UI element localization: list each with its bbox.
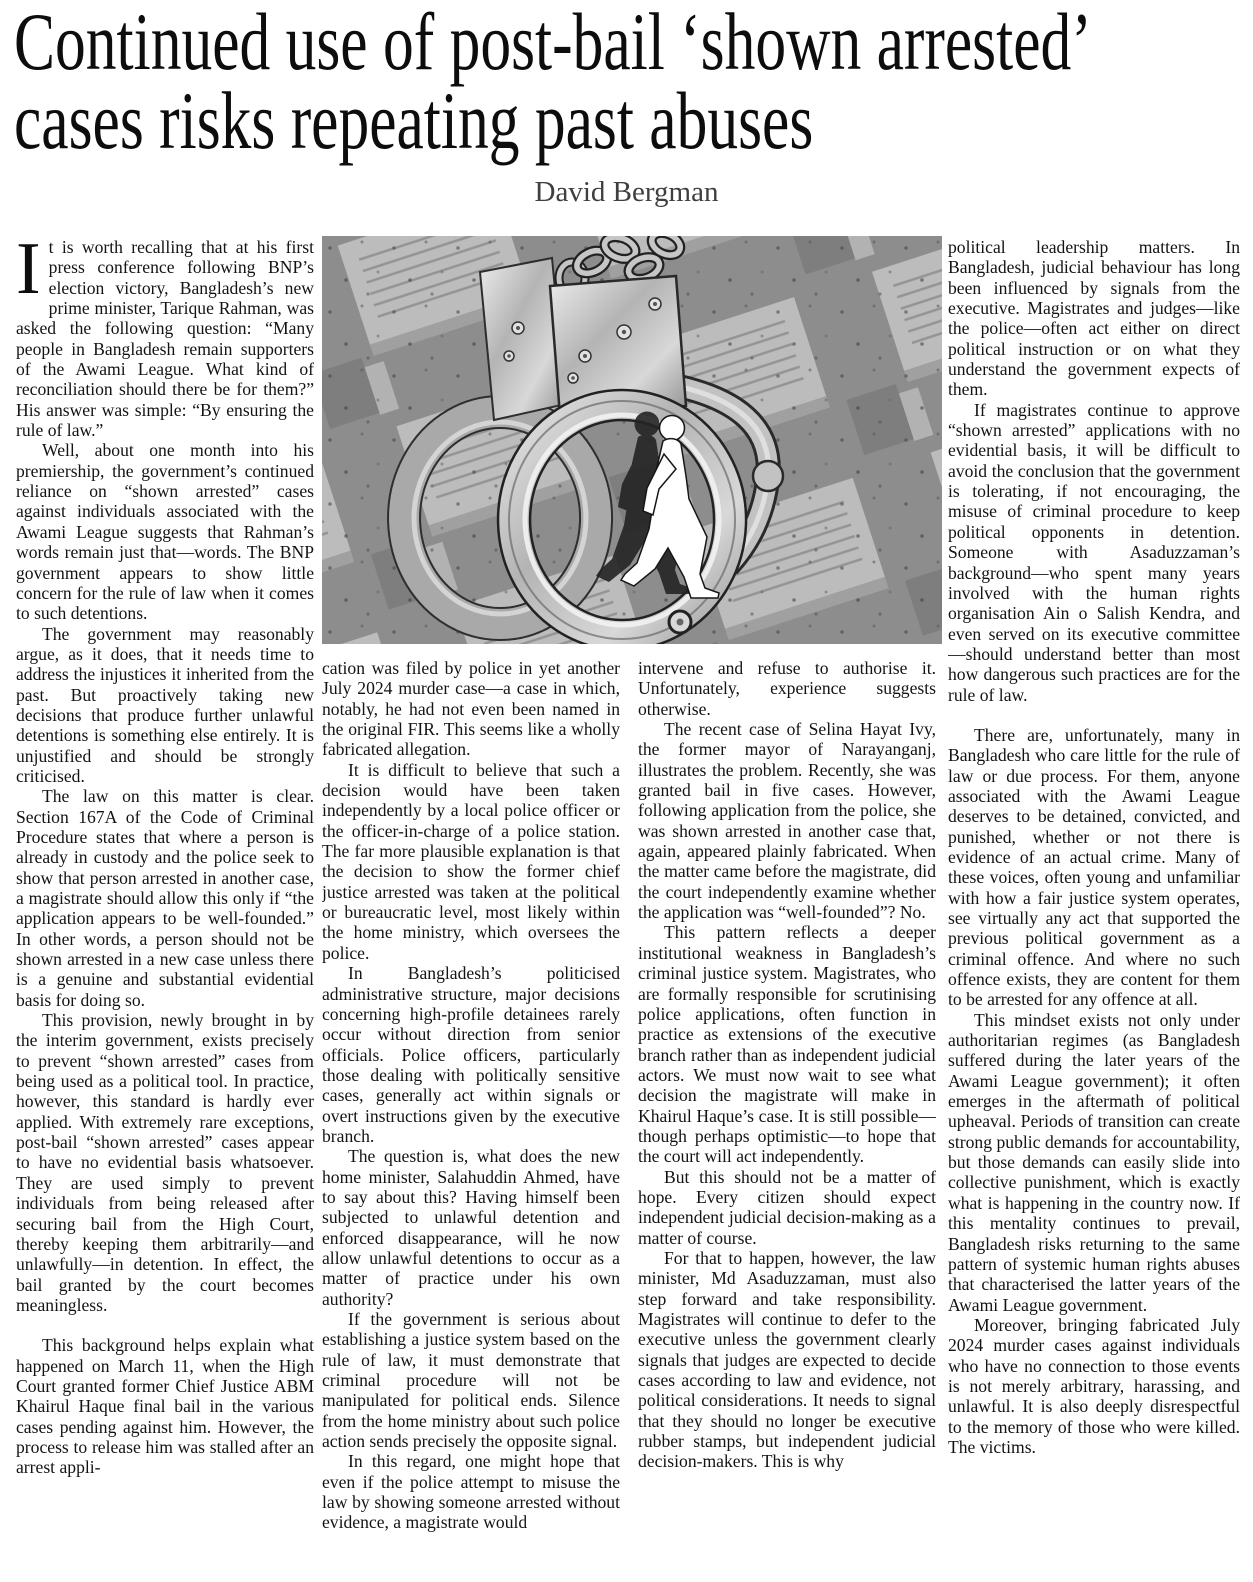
article-paragraph: intervene and refuse to authorise it. Unfortunately, experience suggests otherwise.: [638, 658, 936, 719]
article-column: [16, 237, 314, 1582]
article-column: [948, 237, 1240, 1582]
article-paragraph: The law on this matter is clear. Section 167A of the Code of Criminal Procedure states that where a person is already in custody and the police seek to show that person arrested in another case, a magistrate should allow this only if “the application appears to be well-founded.” In other words, a person should not be shown arrested in a new case unless there is a genuine and substantial evidential basis for doing so.: [16, 786, 314, 1010]
article-paragraph: This background helps explain what happened on March 11, when the High Court granted former Chief Justice ABM Khairul Haque final bail in the various cases pending against him. However, the process to release him was stalled after an arrest appli-: [16, 1335, 314, 1478]
article-paragraph: There are, unfortunately, many in Bangladesh who care little for the rule of law or due process. For them, anyone associated with the Awami League deserves to be detained, convicted, and punished, whether or not there is evidence of an actual crime. Many of these voices, often young and unfamiliar with how a fair justice system operates, see virtually any act that supported the previous political government as a criminal offence. And where no such offence exists, they are content for them to be arrested for any offence at all.: [948, 724, 1240, 1010]
headline: [14, 0, 1253, 166]
article-paragraph: This pattern reflects a deeper institutional weakness in Bangladesh’s criminal justice system. Magistrates, who are formally responsible for scrutinising police applications, often function in practice as extensions of the executive branch rather than as independent judicial actors. We must now wait to see what decision the magistrate will make in Khairul Haque’s case. It is still possible—though perhaps optimistic—to hope that the court will act independently.: [638, 922, 936, 1167]
article-paragraph: It is difficult to believe that such a decision would have been taken independently by a local police officer or the officer-in-charge of a police station. The far more plausible explanation is that the decision to show the former chief justice arrested was taken at the political or bureaucratic level, most likely within the home ministry, which oversees the police.: [322, 759, 620, 963]
article-column: [322, 658, 620, 1582]
article-paragraph: Well, about one month into his premiership, the government’s continued reliance on “shown arrested” cases against individuals associated with the Awami League suggests that Rahman’s words remain just that—words. The BNP government appears to show little concern for the rule of law when it comes to such detentions.: [16, 440, 314, 624]
article-paragraph: It is worth recalling that at his first press conference following BNP’s election victory, Bangladesh’s new prime minister, Tarique Rahman, was asked the following question: “Many people in Bangladesh remain supporters of the Awami League. What kind of reconciliation should there be for them?” His answer was simple: “By ensuring the rule of law.”: [16, 237, 314, 441]
article-paragraph: If magistrates continue to approve “shown arrested” applications with no evidential basis, it will be difficult to avoid the conclusion that the government is tolerating, if not encouraging, the misuse of criminal procedure to keep political opponents in detention. Someone with Asaduzzaman’s background—who spent many years involved with the human rights organisation Ain o Salish Kendra, and even served on its executive committee—should understand better than most how dangerous such practices are for the rule of law.: [948, 399, 1240, 705]
article-paragraph: The government may reasonably argue, as it does, that it needs time to address the injustices it inherited from the past. But proactively taking new decisions that produce further unlawful detentions is something else entirely. It is unjustified and should be strongly criticised.: [16, 623, 314, 786]
article-paragraph: This provision, newly brought in by the interim government, exists precisely to prevent “shown arrested” cases from being used as a political tool. In practice, however, this standard is hardly ever applied. With extremely rare exceptions, post-bail “shown arrested” cases appear to have no evidential basis whatsoever. They are used simply to prevent individuals from being released after securing bail from the High Court, thereby keeping them arbitrarily—and unlawfully—in detention. In effect, the bail granted by the court becomes meaningless.: [16, 1010, 314, 1315]
article-paragraph: For that to happen, however, the law minister, Md Asaduzzaman, must also step forward and take responsibility. Magistrates will continue to defer to the executive unless the government clearly signals that judges are expected to decide cases according to law and evidence, not political considerations. It needs to signal that they should no longer be executive rubber stamps, but independent judicial decision-makers. This is why: [638, 1247, 936, 1472]
article-paragraph: This mindset exists not only under authoritarian regimes (as Bangladesh suffered during the later years of the Awami League government); it often emerges in the aftermath of political upheaval. Periods of transition can create strong public demands for accountability, but those demands can easily slide into collective punishment, which is exactly what is happening in the country now. If this mentality continues to prevail, Bangladesh risks returning to the same pattern of systemic human rights abuses that characterised the latter years of the Awami League government.: [948, 1009, 1240, 1315]
article-paragraph: The question is, what does the new home minister, Salahuddin Ahmed, have to say about this? Having himself been subjected to unlawful detention and enforced disappearance, will he now allow unlawful detentions to occur as a matter of practice under his own authority?: [322, 1146, 620, 1309]
article-paragraph: In this regard, one might hope that even if the police attempt to misuse the law by showing someone arrested without evidence, a magistrate would: [322, 1451, 620, 1533]
article-paragraph: political leadership matters. In Bangladesh, judicial behaviour has long been influenced by signals from the executive. Magistrates and judges—like the police—often act either on direct political instruction or on what they understand the government expects of them.: [948, 237, 1240, 400]
handcuffs-illustration-graphic: [322, 236, 942, 644]
headline-line-2: cases risks repeating past abuses: [14, 75, 814, 166]
article-paragraph: But this should not be a matter of hope. Every citizen should expect independent judicial decision-making as a matter of course.: [638, 1166, 936, 1248]
article-paragraph: cation was filed by police in yet another July 2024 murder case—a case in which, notably, he had not even been named in the original FIR. This seems like a wholly fabricated allegation.: [322, 658, 620, 760]
article-paragraph: Moreover, bringing fabricated July 2024 murder cases against individuals who have no connection to those events is not merely arbitrary, harassing, and unlawful. It is also deeply disrespectful to the memory of those who were killed. The victims.: [948, 1314, 1240, 1457]
drop-cap: I: [16, 237, 41, 310]
article-column: [638, 658, 936, 1582]
cuff-rivet: [669, 611, 691, 633]
article-paragraph: If the government is serious about establishing a justice system based on the rule of law, it must demonstrate that criminal procedure will not be manipulated for political ends. Silence from the home ministry about such police action sends precisely the opposite signal.: [322, 1309, 620, 1452]
article-paragraph: In Bangladesh’s politicised administrative structure, major decisions concerning high-profile detainees rarely occur without direction from senior officials. Police officers, particularly those dealing with politically sensitive cases, generally act within signals or overt instructions given by the executive branch.: [322, 963, 620, 1146]
handcuffs-illustration: [322, 236, 942, 644]
article-paragraph: The recent case of Selina Hayat Ivy, the former mayor of Narayanganj, illustrates the problem. Recently, she was granted bail in five cases. However, following application from the police, she was shown arrested in another case that, again, appeared plainly fabricated. When the matter came before the magistrate, did the court independently examine whether the application was “well-founded”? No.: [638, 719, 936, 923]
byline: David Bergman: [534, 176, 719, 208]
headline-line-1: Continued use of post-bail ‘shown arrested’: [14, 0, 1092, 87]
